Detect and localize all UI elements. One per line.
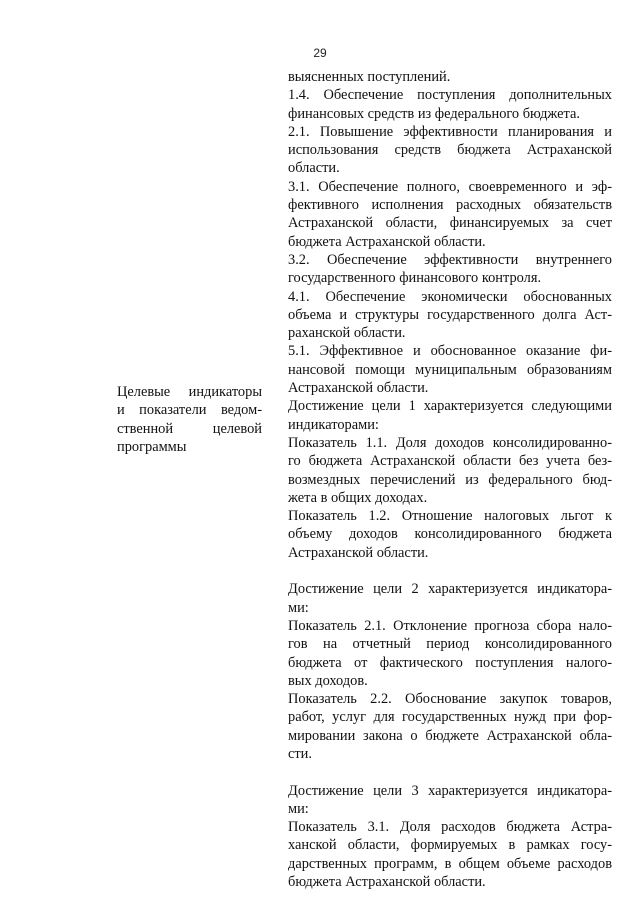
text-line: Показатель 1.2. Отношение налоговых льгот к [288,508,612,525]
text-line: 1.4. Обеспечение поступления дополнительных [288,87,612,104]
text-line: Целевые индикаторы [117,384,262,400]
text-line: фективного исполнения расходных обязательств [288,197,612,214]
text-line: Показатель 1.1. Доля доходов консолидированно- [288,434,612,451]
paragraph-gap [288,562,612,580]
page-number: 29 [313,46,327,60]
text-line: мировании закона о бюджете Астраханской обла- [288,727,612,744]
text-line: финансовых средств из федерального бюджета. [288,105,580,122]
text-line: ми: [288,599,309,616]
text-line: 3.1. Обеспечение полного, своевременного и эф- [288,178,612,195]
text-line: го бюджета Астраханской области без учета без- [288,453,612,470]
text-line: жета в общих доходах. [288,489,428,506]
text-line: и показатели ведом- [117,402,262,419]
text-line: нансовой помощи муниципальным образованиям [288,361,612,378]
text-line: дарственных программ, в общем объеме расходов [288,855,612,872]
text-line: Показатель 2.1. Отклонение прогноза сбора нало- [288,617,612,634]
text-line: программы [117,438,187,455]
text-line: ми: [288,800,309,817]
text-line: Астраханской области. [288,380,429,397]
text-line: вых доходов. [288,672,368,689]
text-line: работ, услуг для государственных нужд при фор- [288,709,612,726]
paragraph-gap [288,763,612,781]
text-line: выясненных поступлений. [288,69,451,85]
text-line: Астраханской области. [288,544,429,561]
text-line: Достижение цели 1 характеризуется следующими [288,398,612,415]
text-line: Астраханской области, финансируемых за счет [288,215,612,232]
text-line: индикаторами: [288,416,379,433]
text-line: Достижение цели 3 характеризуется индикатора- [288,782,612,799]
row-label-target-indicators [117,383,262,456]
text-line: 5.1. Эффективное и обоснованное оказание фи- [288,343,612,360]
text-line: бюджета Астраханской области. [288,874,486,891]
text-line: государственного финансового контроля. [288,270,542,287]
text-line: бюджета от фактического поступления налого- [288,654,612,671]
text-line: Показатель 3.1. Доля расходов бюджета Астра- [288,819,612,836]
text-line: сти. [288,745,312,762]
text-line: возмездных перечислений из федерального бюд- [288,471,612,488]
text-line: 2.1. Повышение эффективности планирования и [288,123,612,140]
text-line: Достижение цели 2 характеризуется индикатора- [288,581,612,598]
text-line: объема и структуры государственного долга Аст- [288,306,612,323]
text-line: гов на отчетный период консолидированного [288,636,612,653]
text-line: 4.1. Обеспечение экономически обоснованных [288,288,612,305]
text-line: бюджета Астраханской области. [288,233,486,250]
text-line: ханской области, формируемых в рамках госу- [288,837,612,854]
text-line: 3.2. Обеспечение эффективности внутреннего [288,251,612,268]
text-line: области. [288,160,340,177]
text-line: использования средств бюджета Астраханской [288,142,612,159]
row-content [288,68,612,891]
text-line: Показатель 2.2. Обоснование закупок товаров, [288,691,612,708]
text-line: ственной целевой [117,420,262,437]
text-line: раханской области. [288,325,406,342]
text-line: объему доходов консолидированного бюджета [288,526,612,543]
